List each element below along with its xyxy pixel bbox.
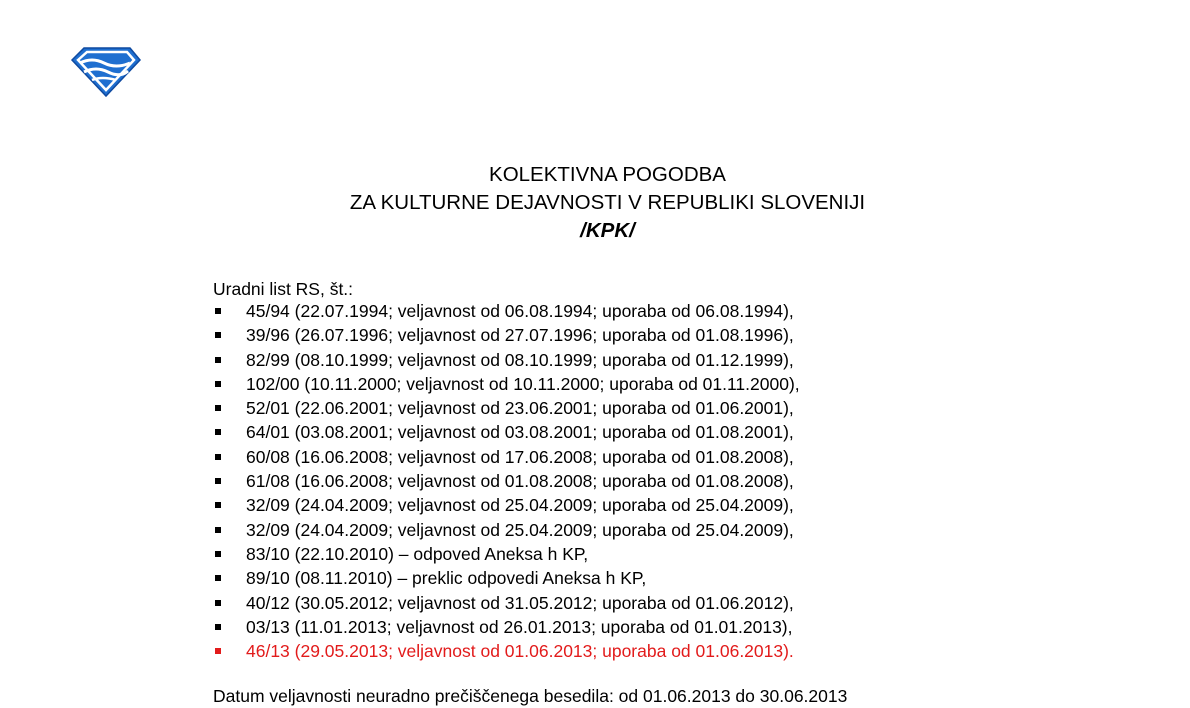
list-item-text: 89/10 (08.11.2010) – preklic odpovedi Aneksa h KP, bbox=[246, 568, 647, 589]
list-item bbox=[213, 323, 800, 347]
bullet-icon bbox=[215, 454, 221, 460]
document-title bbox=[0, 161, 1190, 245]
list-item-text: 61/08 (16.06.2008; veljavnost od 01.08.2008; uporaba od 01.08.2008), bbox=[246, 471, 794, 492]
list-item bbox=[213, 372, 800, 396]
bullet-icon bbox=[215, 551, 221, 557]
bullet-icon bbox=[215, 478, 221, 484]
list-item-text: 32/09 (24.04.2009; veljavnost od 25.04.2009; uporaba od 25.04.2009), bbox=[246, 519, 794, 540]
bullet-icon bbox=[215, 502, 221, 508]
list-item-text: 03/13 (11.01.2013; veljavnost od 26.01.2013; uporaba od 01.01.2013), bbox=[246, 616, 793, 637]
list-item-text: 83/10 (22.10.2010) – odpoved Aneksa h KP, bbox=[246, 543, 589, 564]
gazette-entries-list bbox=[213, 299, 800, 663]
title-line-2: ZA KULTURNE DEJAVNOSTI V REPUBLIKI SLOVENIJI bbox=[349, 191, 866, 214]
bullet-icon bbox=[215, 332, 221, 338]
list-item-text: 39/96 (26.07.1996; veljavnost od 27.07.1996; uporaba od 01.08.1996), bbox=[246, 325, 794, 346]
bullet-icon bbox=[215, 600, 221, 606]
title-abbreviation: /KPK/ bbox=[580, 219, 635, 242]
list-item bbox=[213, 566, 800, 590]
list-item bbox=[213, 615, 800, 639]
list-item-text: 32/09 (24.04.2009; veljavnost od 25.04.2009; uporaba od 25.04.2009), bbox=[246, 495, 794, 516]
list-item bbox=[213, 445, 800, 469]
list-item bbox=[213, 469, 800, 493]
list-item bbox=[213, 348, 800, 372]
bullet-icon bbox=[215, 527, 221, 533]
bullet-icon bbox=[215, 575, 221, 581]
list-item-text: 46/13 (29.05.2013; veljavnost od 01.06.2013; uporaba od 01.06.2013). bbox=[246, 641, 794, 662]
bullet-icon bbox=[215, 624, 221, 630]
list-item bbox=[213, 518, 800, 542]
list-item-highlighted bbox=[213, 639, 800, 663]
bullet-icon bbox=[215, 405, 221, 411]
list-item bbox=[213, 299, 800, 323]
list-item bbox=[213, 542, 800, 566]
list-item-text: 102/00 (10.11.2000; veljavnost od 10.11.2000; uporaba od 01.11.2000), bbox=[246, 373, 800, 394]
list-item-text: 64/01 (03.08.2001; veljavnost od 03.08.2001; uporaba od 01.08.2001), bbox=[246, 422, 794, 443]
list-item-text: 40/12 (30.05.2012; veljavnost od 31.05.2012; uporaba od 01.06.2012), bbox=[246, 592, 794, 613]
list-item bbox=[213, 396, 800, 420]
list-item-text: 82/99 (08.10.1999; veljavnost od 08.10.1999; uporaba od 01.12.1999), bbox=[246, 349, 794, 370]
list-item bbox=[213, 420, 800, 444]
list-item bbox=[213, 591, 800, 615]
gazette-label: Uradni list RS, št.: bbox=[213, 279, 354, 299]
bullet-icon bbox=[215, 308, 221, 314]
title-line-1: KOLEKTIVNA POGODBA bbox=[489, 163, 726, 186]
validity-date-line: Datum veljavnosti neuradno prečiščenega besedila: od 01.06.2013 do 30.06.2013 bbox=[213, 686, 848, 706]
bullet-icon bbox=[215, 648, 221, 654]
list-item-text: 52/01 (22.06.2001; veljavnost od 23.06.2001; uporaba od 01.06.2001), bbox=[246, 398, 794, 419]
bullet-icon bbox=[215, 357, 221, 363]
list-item-text: 45/94 (22.07.1994; veljavnost od 06.08.1994; uporaba od 06.08.1994), bbox=[246, 301, 794, 321]
sd-shield-logo-icon bbox=[70, 44, 142, 98]
bullet-icon bbox=[215, 381, 221, 387]
bullet-icon bbox=[215, 429, 221, 435]
list-item bbox=[213, 493, 800, 517]
list-item-text: 60/08 (16.06.2008; veljavnost od 17.06.2008; uporaba od 01.08.2008), bbox=[246, 446, 794, 467]
